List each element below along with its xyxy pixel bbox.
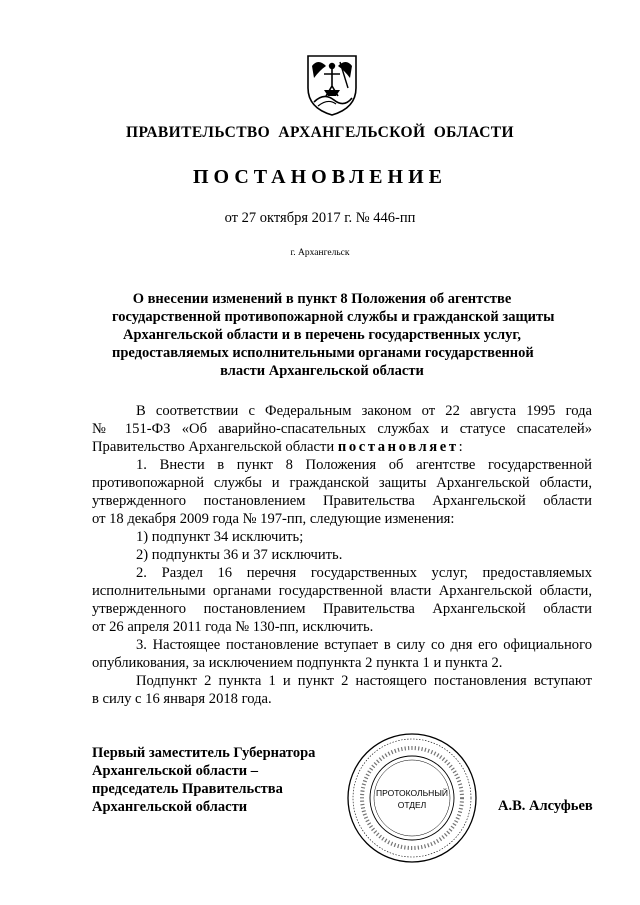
body-line: в силу с 16 января 2018 года. xyxy=(92,691,272,707)
date-and-number: от 27 октября 2017 г. № 446-пп xyxy=(224,210,416,226)
document-heading xyxy=(112,290,555,380)
body-line xyxy=(92,438,592,456)
body-line: В соответствии с Федеральным законом от 22 августа 1995 года xyxy=(136,403,592,419)
document-type: ПОСТАНОВЛЕНИЕ xyxy=(193,166,447,188)
decree-word: постановляет xyxy=(337,439,459,455)
coat-of-arms-icon xyxy=(302,52,362,118)
body-text: : xyxy=(458,439,463,455)
city: г. Архангельск xyxy=(290,248,350,258)
document-body xyxy=(92,402,592,708)
heading-line: власти Архангельской области xyxy=(220,363,424,379)
body-line: 1. Внести в пункт 8 Положения об агентстве государственной xyxy=(136,457,592,473)
position-line: Первый заместитель Губернатора xyxy=(92,745,316,761)
body-line: исполнительными органами государственной власти Архангельской области, xyxy=(92,583,592,599)
signatory-position xyxy=(92,744,315,816)
body-text: Правительство Архангельской области xyxy=(92,439,338,455)
government-name: ПРАВИТЕЛЬСТВО АРХАНГЕЛЬСКОЙ ОБЛАСТИ xyxy=(125,124,514,141)
body-line: опубликования, за исключением подпункта 2 пункта 1 и пункта 2. xyxy=(92,655,503,671)
heading-line: О внесении изменений в пункт 8 Положения об агентстве xyxy=(132,291,512,307)
heading-line: государственной противопожарной службы и гражданской защиты xyxy=(112,309,555,325)
body-line: 1) подпункт 34 исключить; xyxy=(136,529,304,545)
position-line: председатель Правительства xyxy=(92,781,283,797)
position-line: Архангельской области xyxy=(92,799,248,815)
body-line: 2. Раздел 16 перечня государственных услуг, предоставляемых xyxy=(136,565,592,581)
heading-line: Архангельской области и в перечень государственных услуг, xyxy=(123,327,521,343)
body-line: № 151-ФЗ «Об аварийно-спасательных службах и статусе спасателей» xyxy=(92,421,592,437)
body-line: 2) подпункты 36 и 37 исключить. xyxy=(136,547,343,563)
body-line: противопожарной службы и гражданской защиты Архангельской области, xyxy=(92,475,592,491)
stamp-text: ПРОТОКОЛЬНЫЙ xyxy=(376,788,448,798)
position-line: Архангельской области – xyxy=(92,763,258,779)
body-line: утвержденного постановлением Правительства Архангельской области xyxy=(92,601,592,617)
heading-line: предоставляемых исполнительными органами государственной xyxy=(112,345,534,361)
stamp-text: ОТДЕЛ xyxy=(397,800,427,810)
body-line: утвержденного постановлением Правительства Архангельской области xyxy=(92,493,592,509)
body-line: от 18 декабря 2009 года № 197-пп, следующие изменения: xyxy=(92,511,455,527)
body-line: 3. Настоящее постановление вступает в силу со дня его официального xyxy=(136,637,592,653)
body-line: Подпункт 2 пункта 1 и пункт 2 настоящего постановления вступают xyxy=(136,673,592,689)
body-line: от 26 апреля 2011 года № 130-пп, исключить. xyxy=(92,619,374,635)
round-seal-icon xyxy=(344,730,480,866)
signatory-name: А.В. Алсуфьев xyxy=(498,798,593,814)
